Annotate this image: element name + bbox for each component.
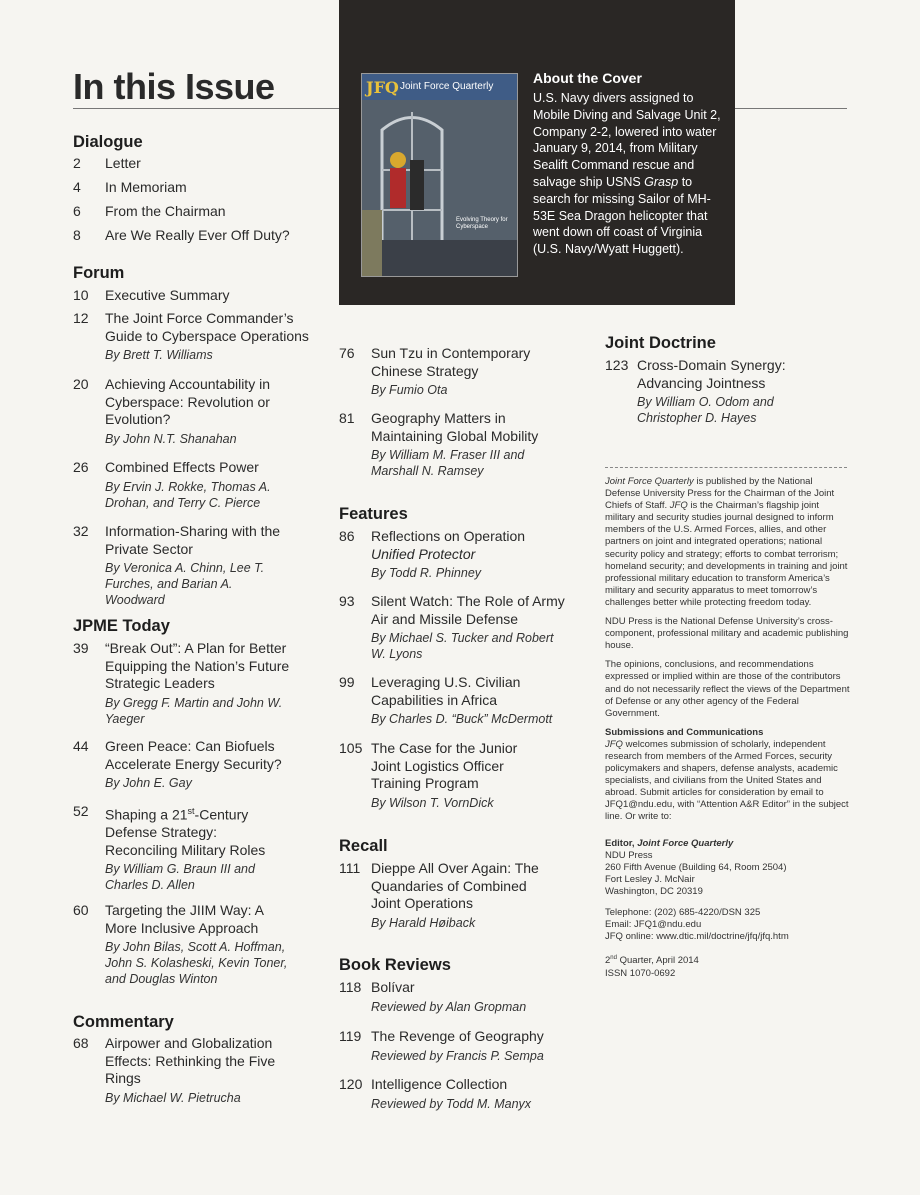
toc-entry[interactable]: [339, 979, 589, 1017]
section-book-reviews-heading: Book Reviews: [339, 956, 451, 974]
entry-byline: By Fumio Ota: [371, 383, 448, 397]
page-number: 93: [339, 593, 355, 609]
toc-entry[interactable]: [73, 738, 323, 794]
entry-title: Reflections on Operation Unified Protector: [371, 528, 526, 562]
entry-title: Are We Really Ever Off Duty?: [105, 227, 290, 243]
entry-title: Targeting the JIIM Way: A More Inclusive Approach: [105, 902, 264, 936]
entry-title: Sun Tzu in Contemporary Chinese Strategy: [371, 345, 531, 379]
entry-title: Leveraging U.S. Civilian Capabilities in Africa: [371, 674, 521, 708]
entry-byline: Reviewed by Todd M. Manyx: [371, 1096, 532, 1111]
toc-entry[interactable]: [73, 640, 323, 730]
toc-entry[interactable]: [73, 459, 323, 515]
section-joint-doctrine-heading: Joint Doctrine: [605, 334, 716, 352]
page-number: 81: [339, 410, 355, 426]
entry-byline: By William M. Fraser III and Marshall N. Ramsey: [371, 448, 525, 478]
entry-byline: By Michael W. Pietrucha: [105, 1090, 241, 1105]
toc-entry[interactable]: [339, 593, 589, 665]
issn: ISSN 1070-0692: [605, 967, 676, 979]
dashed-divider: [605, 467, 847, 468]
masthead-description: Joint Force Quarterly is published by the National Defense University Press for the Chairman of the Joint Chiefs of Staff. JFQ is the Chairman’s flagship joint military and security studies journal designed to inform members of the U.S. Armed Forces, allies, and other partners on joint and integrated operations; national security policy and strategy; efforts to combat terrorism; homeland security; and developments in training and joint professional military education to transform America’s military and security apparatus to meet tomorrow’s challenges better while protecting freedom today.: [605, 476, 848, 608]
page-number: 8: [73, 227, 81, 243]
entry-title: Geography Matters in Maintaining Global Mobility: [371, 410, 539, 444]
entry-byline: By Brett T. Williams: [105, 348, 213, 362]
entry-byline: By Charles D. “Buck” McDermott: [371, 712, 553, 726]
page-number: 12: [73, 310, 89, 326]
page-number: 44: [73, 738, 89, 754]
entry-title: Combined Effects Power: [105, 459, 259, 475]
toc-entry[interactable]: [73, 287, 323, 305]
section-jpme-heading: JPME Today: [73, 617, 170, 635]
toc-entry[interactable]: [339, 345, 589, 399]
section-commentary-heading: Commentary: [73, 1013, 174, 1031]
submissions-text: JFQ welcomes submission of scholarly, independent research from members of the Armed Forces, security policymakers and shapers, defense analysts, academic specialists, and civilians from the United States and abroad. Submit articles for consideration by email to JFQ1@ndu.edu, with “Attention A&R Editor” in the subject line. Or write to:: [605, 738, 849, 823]
about-cover: [533, 70, 723, 258]
toc-entry[interactable]: [339, 1028, 589, 1066]
page-number: 20: [73, 376, 89, 392]
entry-byline: By Michael S. Tucker and Robert W. Lyons: [371, 631, 554, 661]
cover-masthead-title: Joint Force Quarterly: [400, 81, 494, 92]
toc-entry[interactable]: [73, 902, 323, 990]
entry-byline: By John E. Gay: [105, 776, 192, 790]
toc-entry[interactable]: [73, 227, 323, 245]
page-number: 6: [73, 203, 81, 219]
website-link[interactable]: JFQ online: www.dtic.mil/doctrine/jfq/jfq.htm: [605, 931, 789, 943]
page-number: 105: [339, 740, 363, 756]
cover-logo: JFQ: [366, 78, 399, 97]
toc-entry[interactable]: [605, 357, 850, 429]
page-number: 123: [605, 357, 629, 373]
toc-entry[interactable]: [73, 203, 323, 221]
toc-entry[interactable]: [73, 376, 323, 448]
entry-byline: By Harald Høiback: [371, 915, 476, 930]
page-number: 26: [73, 459, 89, 475]
page-number: 60: [73, 902, 89, 918]
address-line: 260 Fifth Avenue (Building 64, Room 2504): [605, 861, 787, 873]
toc-entry[interactable]: [73, 803, 323, 893]
page-number: 10: [73, 287, 89, 303]
toc-entry[interactable]: [339, 860, 589, 932]
page-number: 99: [339, 674, 355, 690]
page-number: 32: [73, 523, 89, 539]
page-number: 119: [339, 1028, 362, 1044]
entry-byline: By Ervin J. Rokke, Thomas A. Drohan, and Terry C. Pierce: [105, 479, 271, 510]
issue-date: 2nd Quarter, April 2014: [605, 955, 699, 967]
entry-title: Dieppe All Over Again: The Quandaries of Combined Joint Operations: [371, 860, 539, 911]
page-number: 120: [339, 1076, 363, 1092]
entry-byline: By John N.T. Shanahan: [105, 431, 237, 446]
entry-byline: Reviewed by Alan Gropman: [371, 999, 527, 1014]
entry-byline: Reviewed by Francis P. Sempa: [371, 1048, 544, 1063]
cover-photo-illustration: [362, 100, 517, 276]
address-line: NDU Press: [605, 849, 653, 861]
entry-title: Letter: [105, 155, 141, 171]
entry-title: Shaping a 21st-Century Defense Strategy: Reconciling Military Roles: [105, 806, 266, 858]
entry-byline: By Veronica A. Chinn, Lee T. Furches, and Barian A. Woodward: [105, 561, 265, 607]
page-number: 52: [73, 803, 89, 819]
page-number: 118: [339, 979, 362, 995]
entry-title: Silent Watch: The Role of Army Air and Missile Defense: [371, 593, 565, 627]
email-link[interactable]: Email: JFQ1@ndu.edu: [605, 919, 702, 931]
address-line: Washington, DC 20319: [605, 885, 703, 897]
masthead-disclaimer: The opinions, conclusions, and recommendations expressed or implied within are those of the contributors and do not necessarily reflect the views of the Department of Defense or any other agency of the Federal Government.: [605, 659, 850, 719]
entry-byline: By John Bilas, Scott A. Hoffman, John S. Kolasheski, Kevin Toner, and Douglas Winton: [105, 940, 288, 986]
toc-entry[interactable]: [73, 179, 323, 197]
telephone: Telephone: (202) 685-4220/DSN 325: [605, 907, 761, 918]
entry-title: Bolívar: [371, 979, 415, 995]
page-title: In this Issue: [73, 66, 275, 107]
address-line: Fort Lesley J. McNair: [605, 873, 695, 885]
toc-entry[interactable]: [339, 1076, 589, 1114]
masthead-block: [605, 476, 850, 980]
section-dialogue-heading: Dialogue: [73, 133, 143, 151]
entry-title: Intelligence Collection: [371, 1076, 508, 1092]
entry-byline: By Wilson T. VornDick: [371, 795, 494, 810]
entry-title: The Case for the Junior Joint Logistics Officer Training Program: [371, 740, 518, 791]
entry-title: Cross-Domain Synergy: Advancing Jointness: [637, 357, 786, 391]
page-number: 86: [339, 528, 355, 544]
entry-byline: By William O. Odom and Christopher D. Hayes: [637, 395, 774, 425]
entry-title: Green Peace: Can Biofuels Accelerate Energy Security?: [105, 738, 282, 772]
entry-title: The Revenge of Geography: [371, 1028, 544, 1044]
toc-entry[interactable]: [73, 1035, 323, 1107]
section-recall-heading: Recall: [339, 837, 388, 855]
entry-byline: By William G. Braun III and Charles D. Allen: [105, 862, 255, 893]
page-number: 76: [339, 345, 355, 361]
about-cover-caption: U.S. Navy divers assigned to Mobile Diving and Salvage Unit 2, Company 2-2, lowered into water January 9, 2014, from Military Sealift Command rescue and salvage ship USNS Grasp to search for missing Sailor of MH-53E Sea Dragon helicopter that went down off coast of Virginia (U.S. Navy/Wyatt Huggett).: [533, 91, 721, 257]
cover-lines: Evolving Theory for Cyberspace: [456, 217, 508, 230]
entry-byline: By Gregg F. Martin and John W. Yaeger: [105, 695, 283, 726]
toc-entry[interactable]: [339, 740, 589, 812]
submissions-heading: Submissions and Communications: [605, 726, 764, 738]
entry-title: The Joint Force Commander’s Guide to Cyberspace Operations: [105, 310, 309, 344]
cover-image: [361, 73, 518, 277]
entry-title: “Break Out”: A Plan for Better Equipping the Nation’s Future Strategic Leaders: [105, 640, 290, 691]
entry-byline: By Todd R. Phinney: [371, 566, 482, 580]
page-number: 68: [73, 1035, 89, 1051]
entry-title: In Memoriam: [105, 179, 187, 195]
section-features-heading: Features: [339, 505, 408, 523]
entry-title: Achieving Accountability in Cyberspace: Revolution or Evolution?: [105, 376, 270, 427]
toc-entry[interactable]: [339, 674, 589, 730]
toc-entry[interactable]: [339, 410, 589, 482]
entry-title: Airpower and Globalization Effects: Rethinking the Five Rings: [105, 1035, 276, 1086]
toc-entry[interactable]: [339, 528, 589, 584]
page-number: 111: [339, 860, 361, 876]
masthead-ndu-press: NDU Press is the National Defense University’s cross-component, professional military and academic publishing house.: [605, 616, 849, 652]
toc-entry[interactable]: [73, 155, 323, 173]
page-number: 2: [73, 155, 81, 171]
about-cover-heading: About the Cover: [533, 70, 642, 86]
editor-label: Editor, Joint Force Quarterly: [605, 837, 734, 849]
entry-title: From the Chairman: [105, 203, 226, 219]
page-number: 39: [73, 640, 89, 656]
page-number: 4: [73, 179, 81, 195]
entry-title: Information-Sharing with the Private Sector: [105, 523, 281, 557]
entry-title: Executive Summary: [105, 287, 230, 303]
section-forum-heading: Forum: [73, 264, 125, 282]
toc-entry[interactable]: [73, 310, 323, 370]
toc-entry[interactable]: [73, 523, 323, 607]
